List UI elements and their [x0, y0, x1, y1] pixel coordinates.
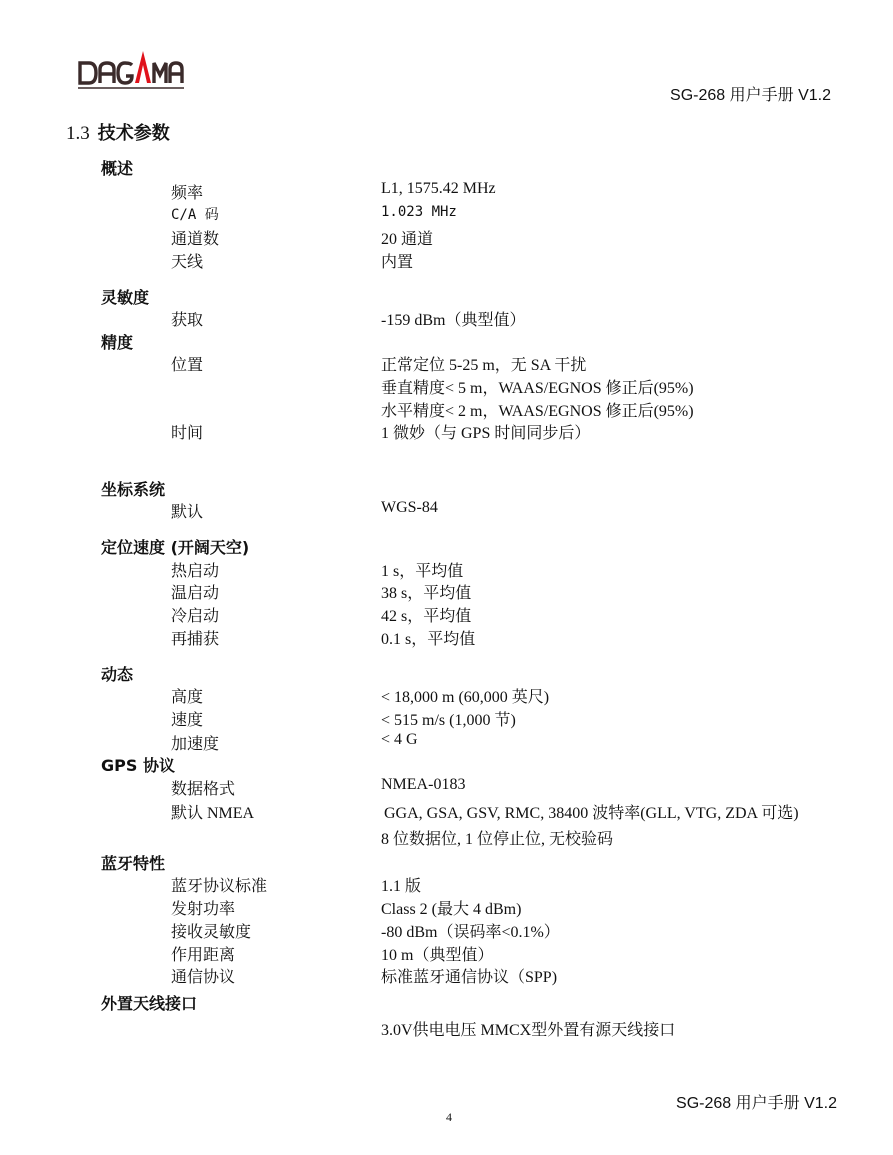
header-doc-title: SG-268 用户手册 V1.2 — [670, 87, 831, 104]
value-cold-start: 42 s，平均值 — [381, 608, 472, 625]
value-comm-protocol: 标准蓝牙通信协议（SPP) — [381, 969, 558, 986]
value-position-horizontal: 水平精度< 2 m，WAAS/EGNOS 修正后(95%) — [381, 403, 694, 420]
label-acceleration: 加速度 — [171, 736, 220, 753]
category-datum: 坐标系统 — [101, 480, 166, 499]
value-reacquisition: 0.1 s，平均值 — [381, 631, 476, 648]
value-tx-power: Class 2 (最大 4 dBm) — [381, 901, 522, 918]
label-time: 时间 — [171, 425, 204, 442]
category-dynamics: 动态 — [101, 665, 134, 684]
footer-doc-title: SG-268 用户手册 V1.2 — [676, 1095, 837, 1112]
value-acceleration: < 4 G — [381, 731, 418, 748]
label-cold-start: 冷启动 — [171, 608, 220, 625]
label-tx-power: 发射功率 — [171, 901, 236, 918]
category-gps-protocol: GPS 协议 — [101, 756, 175, 775]
value-ext-antenna: 3.0V供电电压 MMCX型外置有源天线接口 — [381, 1022, 676, 1039]
value-data-format: NMEA-0183 — [381, 776, 466, 793]
category-sensitivity: 灵敏度 — [101, 288, 150, 307]
label-default-nmea: 默认 NMEA — [171, 805, 255, 822]
value-rx-sensitivity: -80 dBm（误码率<0.1%） — [381, 924, 560, 941]
value-frequency: L1, 1575.42 MHz — [381, 180, 496, 197]
value-default-datum: WGS-84 — [381, 499, 438, 516]
value-time: 1 微妙（与 GPS 时间同步后） — [381, 425, 591, 442]
category-bluetooth: 蓝牙特性 — [101, 854, 166, 873]
category-ext-antenna: 外置天线接口 — [101, 994, 198, 1013]
label-antenna: 天线 — [171, 254, 204, 271]
value-default-nmea: GGA, GSA, GSV, RMC, 38400 波特率(GLL, VTG, ZDA 可选) — [384, 805, 799, 822]
value-position-normal: 正常定位 5-25 m，无 SA 干扰 — [381, 357, 587, 374]
label-velocity: 速度 — [171, 712, 204, 729]
dagama-logo — [76, 47, 186, 95]
label-default-datum: 默认 — [171, 504, 204, 521]
label-rx-sensitivity: 接收灵敏度 — [171, 924, 252, 941]
category-accuracy: 精度 — [101, 333, 134, 352]
label-acquisition: 获取 — [171, 312, 204, 329]
value-acquisition: -159 dBm（典型值） — [381, 312, 526, 329]
label-data-format: 数据格式 — [171, 781, 236, 798]
value-ca-code: 1.023 MHz — [381, 204, 457, 220]
label-altitude: 高度 — [171, 689, 204, 706]
category-overview: 概述 — [101, 159, 134, 178]
label-frequency: 频率 — [171, 185, 204, 202]
value-channels: 20 通道 — [381, 231, 434, 248]
value-altitude: < 18,000 m (60,000 英尺) — [381, 689, 550, 706]
value-velocity: < 515 m/s (1,000 节) — [381, 712, 516, 729]
label-position: 位置 — [171, 357, 204, 374]
value-serial-format: 8 位数据位, 1 位停止位, 无校验码 — [381, 831, 614, 848]
value-antenna: 内置 — [381, 254, 414, 271]
section-number: 1.3 — [66, 123, 90, 144]
page-number: 4 — [446, 1110, 452, 1124]
value-bt-standard: 1.1 版 — [381, 878, 422, 895]
label-range: 作用距离 — [171, 947, 236, 964]
label-channels: 通道数 — [171, 231, 220, 248]
value-position-vertical: 垂直精度< 5 m，WAAS/EGNOS 修正后(95%) — [381, 380, 694, 397]
category-ttff: 定位速度 (开阔天空) — [101, 538, 250, 557]
section-title-text: 技术参数 — [97, 123, 170, 144]
label-bt-standard: 蓝牙协议标准 — [171, 878, 268, 895]
label-warm-start: 温启动 — [171, 585, 220, 602]
value-hot-start: 1 s，平均值 — [381, 563, 464, 580]
label-hot-start: 热启动 — [171, 563, 220, 580]
label-reacquisition: 再捕获 — [171, 631, 220, 648]
value-warm-start: 38 s，平均值 — [381, 585, 472, 602]
value-range: 10 m（典型值） — [381, 947, 494, 964]
section-title — [66, 119, 170, 145]
label-ca-code: C/A 码 — [171, 207, 219, 223]
label-comm-protocol: 通信协议 — [171, 969, 236, 986]
